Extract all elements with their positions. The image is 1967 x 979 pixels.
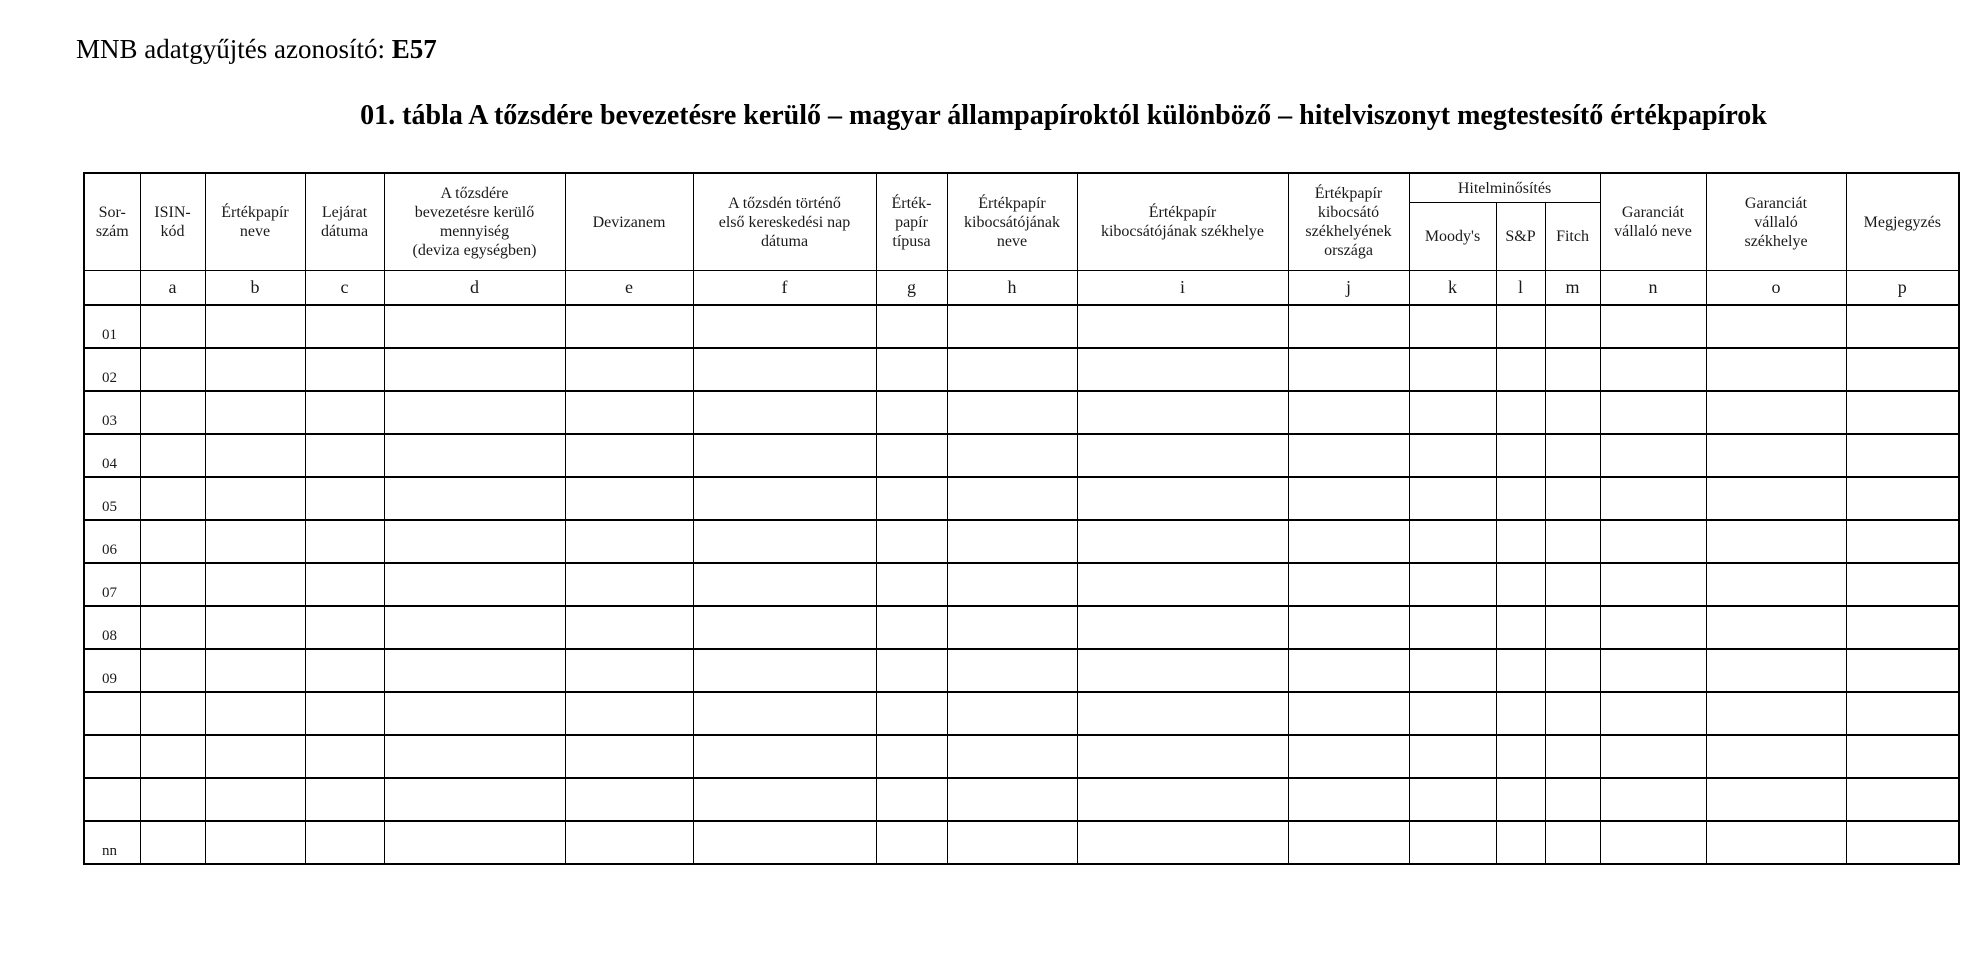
data-cell[interactable] (947, 692, 1077, 735)
data-cell[interactable] (1288, 391, 1409, 434)
data-cell[interactable] (384, 563, 565, 606)
data-cell[interactable] (1706, 391, 1846, 434)
data-cell[interactable] (1545, 649, 1600, 692)
data-cell[interactable] (565, 649, 693, 692)
data-cell[interactable] (384, 477, 565, 520)
data-cell[interactable] (876, 606, 947, 649)
table-row (84, 778, 1959, 821)
data-cell[interactable] (1496, 520, 1545, 563)
column-letter: k (1409, 271, 1496, 306)
table-title: 01. tábla A tőzsdére bevezetésre kerülő – magyar állampapíroktól különböző – hitelviszonyt megtestesítő értékpapírok (360, 100, 1767, 131)
data-cell[interactable] (1600, 563, 1706, 606)
data-cell[interactable] (1600, 434, 1706, 477)
data-cell[interactable] (947, 606, 1077, 649)
data-cell[interactable] (1846, 391, 1959, 434)
data-cell[interactable] (1288, 821, 1409, 864)
data-cell[interactable] (1077, 305, 1288, 348)
col-header-isin: ISIN- kód (140, 173, 205, 271)
data-cell[interactable] (1545, 520, 1600, 563)
column-letter: j (1288, 271, 1409, 306)
table-row (84, 692, 1959, 735)
data-cell[interactable] (1545, 778, 1600, 821)
data-cell[interactable] (1706, 477, 1846, 520)
data-cell[interactable] (1077, 477, 1288, 520)
data-cell[interactable] (1288, 649, 1409, 692)
data-cell[interactable] (384, 348, 565, 391)
data-cell[interactable] (1706, 563, 1846, 606)
table-row (84, 649, 1959, 692)
data-cell[interactable] (1706, 434, 1846, 477)
row-number: 01 (84, 305, 140, 348)
data-cell[interactable] (305, 520, 384, 563)
data-cell[interactable] (1600, 391, 1706, 434)
data-cell[interactable] (947, 821, 1077, 864)
data-cell[interactable] (140, 348, 205, 391)
data-cell[interactable] (1545, 477, 1600, 520)
column-letter: e (565, 271, 693, 306)
row-number: 07 (84, 563, 140, 606)
data-cell[interactable] (1600, 520, 1706, 563)
data-cell[interactable] (205, 735, 305, 778)
data-cell[interactable] (565, 563, 693, 606)
data-cell[interactable] (1409, 563, 1496, 606)
data-cell[interactable] (565, 520, 693, 563)
row-number: 06 (84, 520, 140, 563)
data-cell[interactable] (1846, 606, 1959, 649)
data-cell[interactable] (384, 520, 565, 563)
data-cell[interactable] (305, 692, 384, 735)
data-cell[interactable] (947, 778, 1077, 821)
column-letter: i (1077, 271, 1288, 306)
table-row (84, 606, 1959, 649)
data-cell[interactable] (205, 692, 305, 735)
data-cell[interactable] (1409, 305, 1496, 348)
data-cell[interactable] (876, 692, 947, 735)
data-cell[interactable] (1496, 391, 1545, 434)
data-cell[interactable] (384, 778, 565, 821)
data-cell[interactable] (1846, 434, 1959, 477)
data-cell[interactable] (1077, 434, 1288, 477)
col-header-hitelminosites: Hitelminősítés (1409, 173, 1600, 203)
data-cell[interactable] (1846, 563, 1959, 606)
column-letter: h (947, 271, 1077, 306)
data-cell[interactable] (1706, 348, 1846, 391)
data-cell[interactable] (1846, 649, 1959, 692)
data-cell[interactable] (1496, 434, 1545, 477)
data-cell[interactable] (947, 649, 1077, 692)
data-cell[interactable] (1409, 735, 1496, 778)
data-cell[interactable] (947, 477, 1077, 520)
data-cell[interactable] (205, 563, 305, 606)
data-cell[interactable] (140, 563, 205, 606)
data-cell[interactable] (305, 778, 384, 821)
data-cell[interactable] (693, 391, 876, 434)
data-cell[interactable] (565, 821, 693, 864)
data-cell[interactable] (1545, 735, 1600, 778)
data-cell[interactable] (876, 563, 947, 606)
data-cell[interactable] (205, 434, 305, 477)
table-row (84, 391, 1959, 434)
data-cell[interactable] (1409, 520, 1496, 563)
data-cell[interactable] (1846, 821, 1959, 864)
row-number: nn (84, 821, 140, 864)
col-header-moodys: Moody's (1409, 203, 1496, 271)
data-cell[interactable] (1706, 692, 1846, 735)
data-cell[interactable] (1600, 821, 1706, 864)
data-cell[interactable] (384, 692, 565, 735)
data-cell[interactable] (140, 305, 205, 348)
data-cell[interactable] (1496, 305, 1545, 348)
data-cell[interactable] (1409, 434, 1496, 477)
data-cell[interactable] (1077, 520, 1288, 563)
data-cell[interactable] (876, 434, 947, 477)
table-body (84, 305, 1959, 864)
data-cell[interactable] (1545, 391, 1600, 434)
data-cell[interactable] (1600, 606, 1706, 649)
data-cell[interactable] (1288, 348, 1409, 391)
data-cell[interactable] (1077, 606, 1288, 649)
data-cell[interactable] (205, 778, 305, 821)
col-header-kibocsato-neve: Értékpapír kibocsátójának neve (947, 173, 1077, 271)
col-header-fitch: Fitch (1545, 203, 1600, 271)
data-cell[interactable] (1600, 477, 1706, 520)
col-header-sp: S&P (1496, 203, 1545, 271)
data-cell[interactable] (305, 391, 384, 434)
data-cell[interactable] (205, 649, 305, 692)
data-cell[interactable] (947, 391, 1077, 434)
column-letter: l (1496, 271, 1545, 306)
data-cell[interactable] (205, 391, 305, 434)
data-cell[interactable] (876, 649, 947, 692)
table-row (84, 735, 1959, 778)
data-cell[interactable] (1706, 649, 1846, 692)
data-cell[interactable] (1077, 821, 1288, 864)
data-cell[interactable] (205, 477, 305, 520)
data-cell[interactable] (140, 391, 205, 434)
column-letter-blank (84, 271, 140, 306)
table-row (84, 348, 1959, 391)
column-letter-row (84, 271, 1959, 306)
data-cell[interactable] (1288, 563, 1409, 606)
data-cell[interactable] (1409, 348, 1496, 391)
data-cell[interactable] (693, 778, 876, 821)
data-cell[interactable] (1077, 649, 1288, 692)
data-cell[interactable] (1600, 778, 1706, 821)
data-cell[interactable] (140, 606, 205, 649)
data-cell[interactable] (305, 563, 384, 606)
data-cell[interactable] (1409, 821, 1496, 864)
data-cell[interactable] (1545, 348, 1600, 391)
col-header-devizanem: Devizanem (565, 173, 693, 271)
table-row (84, 434, 1959, 477)
col-header-kibocsato-szekhely: Értékpapír kibocsátójának székhelye (1077, 173, 1288, 271)
securities-form-table (83, 172, 1960, 865)
data-cell[interactable] (205, 348, 305, 391)
data-cell[interactable] (140, 735, 205, 778)
data-cell[interactable] (1846, 305, 1959, 348)
data-cell[interactable] (305, 735, 384, 778)
data-cell[interactable] (1706, 305, 1846, 348)
data-cell[interactable] (565, 477, 693, 520)
data-cell[interactable] (384, 391, 565, 434)
col-header-lejarat: Lejárat dátuma (305, 173, 384, 271)
data-cell[interactable] (305, 649, 384, 692)
col-header-kibocsato-orszag: Értékpapír kibocsátó székhelyének országa (1288, 173, 1409, 271)
column-letter: a (140, 271, 205, 306)
data-cell[interactable] (1288, 434, 1409, 477)
table-row (84, 305, 1959, 348)
data-cell[interactable] (1077, 348, 1288, 391)
data-cell[interactable] (384, 649, 565, 692)
data-cell[interactable] (1496, 563, 1545, 606)
data-cell[interactable] (1077, 563, 1288, 606)
data-cell[interactable] (693, 434, 876, 477)
data-cell[interactable] (140, 434, 205, 477)
data-cell[interactable] (305, 477, 384, 520)
data-cell[interactable] (565, 735, 693, 778)
data-cell[interactable] (1288, 520, 1409, 563)
column-letter: c (305, 271, 384, 306)
column-letter: f (693, 271, 876, 306)
data-cell[interactable] (1496, 606, 1545, 649)
data-cell[interactable] (1846, 348, 1959, 391)
col-header-mennyiseg: A tőzsdére bevezetésre kerülő mennyiség (deviza egységben) (384, 173, 565, 271)
table-row (84, 520, 1959, 563)
data-cell[interactable] (140, 520, 205, 563)
data-cell[interactable] (1496, 649, 1545, 692)
data-cell[interactable] (1706, 735, 1846, 778)
data-cell[interactable] (1545, 606, 1600, 649)
data-cell[interactable] (565, 778, 693, 821)
data-cell[interactable] (947, 434, 1077, 477)
data-cell[interactable] (140, 477, 205, 520)
data-cell[interactable] (1706, 520, 1846, 563)
data-cell[interactable] (305, 606, 384, 649)
column-letter: b (205, 271, 305, 306)
row-number: 05 (84, 477, 140, 520)
data-cell[interactable] (876, 391, 947, 434)
data-cell[interactable] (1706, 778, 1846, 821)
row-number: 04 (84, 434, 140, 477)
data-cell[interactable] (876, 477, 947, 520)
data-cell[interactable] (947, 735, 1077, 778)
data-cell[interactable] (565, 391, 693, 434)
data-cell[interactable] (1288, 477, 1409, 520)
column-letter: p (1846, 271, 1959, 306)
data-cell[interactable] (1545, 305, 1600, 348)
col-header-garancia-neve: Garanciát vállaló neve (1600, 173, 1706, 271)
data-cell[interactable] (1600, 735, 1706, 778)
data-cell[interactable] (1288, 305, 1409, 348)
data-cell[interactable] (1600, 649, 1706, 692)
data-cell[interactable] (384, 606, 565, 649)
data-cell[interactable] (1077, 735, 1288, 778)
data-cell[interactable] (565, 305, 693, 348)
data-cell[interactable] (565, 434, 693, 477)
column-letter: o (1706, 271, 1846, 306)
data-cell[interactable] (1846, 778, 1959, 821)
col-header-garancia-szekhely: Garanciát vállaló székhelye (1706, 173, 1846, 271)
data-cell[interactable] (693, 821, 876, 864)
data-cell[interactable] (205, 520, 305, 563)
data-cell[interactable] (384, 821, 565, 864)
data-cell[interactable] (1288, 735, 1409, 778)
data-cell[interactable] (693, 348, 876, 391)
data-cell[interactable] (1496, 692, 1545, 735)
column-letter: d (384, 271, 565, 306)
col-header-sorszam: Sor- szám (84, 173, 140, 271)
data-cell[interactable] (876, 735, 947, 778)
data-cell[interactable] (1496, 477, 1545, 520)
data-cell[interactable] (565, 692, 693, 735)
data-cell[interactable] (1706, 606, 1846, 649)
data-cell[interactable] (565, 348, 693, 391)
data-cell[interactable] (565, 606, 693, 649)
data-collection-id (76, 34, 437, 65)
data-cell[interactable] (140, 649, 205, 692)
row-number (84, 778, 140, 821)
data-cell[interactable] (1409, 692, 1496, 735)
data-cell[interactable] (693, 735, 876, 778)
data-cell[interactable] (1496, 348, 1545, 391)
data-cell[interactable] (1496, 735, 1545, 778)
data-cell[interactable] (305, 434, 384, 477)
data-cell[interactable] (1846, 692, 1959, 735)
data-cell[interactable] (1600, 692, 1706, 735)
data-cell[interactable] (1077, 391, 1288, 434)
data-cell[interactable] (1409, 649, 1496, 692)
table-row (84, 477, 1959, 520)
data-cell[interactable] (1409, 606, 1496, 649)
col-header-kereskedes: A tőzsdén történő első kereskedési nap dátuma (693, 173, 876, 271)
data-cell[interactable] (693, 305, 876, 348)
data-collection-code: E57 (391, 34, 437, 64)
data-cell[interactable] (140, 821, 205, 864)
data-cell[interactable] (693, 563, 876, 606)
col-header-neve: Értékpapír neve (205, 173, 305, 271)
data-cell[interactable] (693, 649, 876, 692)
data-cell[interactable] (1288, 778, 1409, 821)
data-cell[interactable] (1545, 692, 1600, 735)
column-letter: m (1545, 271, 1600, 306)
row-number (84, 735, 140, 778)
row-number: 03 (84, 391, 140, 434)
data-cell[interactable] (876, 520, 947, 563)
data-cell[interactable] (1409, 477, 1496, 520)
col-header-tipus: Érték- papír típusa (876, 173, 947, 271)
data-cell[interactable] (1409, 391, 1496, 434)
data-collection-id-label: MNB adatgyűjtés azonosító: (76, 34, 385, 64)
table-row (84, 821, 1959, 864)
data-cell[interactable] (1846, 477, 1959, 520)
data-cell[interactable] (1496, 778, 1545, 821)
row-number (84, 692, 140, 735)
table-row (84, 563, 1959, 606)
data-cell[interactable] (305, 305, 384, 348)
column-letter: g (876, 271, 947, 306)
data-cell[interactable] (947, 305, 1077, 348)
data-cell[interactable] (1409, 778, 1496, 821)
data-cell[interactable] (305, 821, 384, 864)
data-cell[interactable] (384, 434, 565, 477)
data-cell[interactable] (947, 563, 1077, 606)
data-cell[interactable] (947, 520, 1077, 563)
data-cell[interactable] (384, 305, 565, 348)
data-cell[interactable] (693, 692, 876, 735)
data-cell[interactable] (876, 821, 947, 864)
header-row-top (84, 173, 1959, 203)
data-cell[interactable] (384, 735, 565, 778)
data-cell[interactable] (140, 692, 205, 735)
data-cell[interactable] (876, 348, 947, 391)
data-cell[interactable] (1846, 520, 1959, 563)
data-cell[interactable] (1706, 821, 1846, 864)
data-cell[interactable] (1846, 735, 1959, 778)
data-cell[interactable] (876, 778, 947, 821)
data-cell[interactable] (1077, 692, 1288, 735)
data-cell[interactable] (1600, 305, 1706, 348)
data-cell[interactable] (205, 305, 305, 348)
data-cell[interactable] (305, 348, 384, 391)
data-cell[interactable] (1077, 778, 1288, 821)
data-cell[interactable] (947, 348, 1077, 391)
data-cell[interactable] (1545, 563, 1600, 606)
data-cell[interactable] (693, 477, 876, 520)
data-cell[interactable] (876, 305, 947, 348)
data-cell[interactable] (693, 606, 876, 649)
data-cell[interactable] (1600, 348, 1706, 391)
row-number: 02 (84, 348, 140, 391)
data-cell[interactable] (1288, 606, 1409, 649)
data-cell[interactable] (693, 520, 876, 563)
data-cell[interactable] (1545, 821, 1600, 864)
row-number: 08 (84, 606, 140, 649)
data-cell[interactable] (1288, 692, 1409, 735)
data-cell[interactable] (140, 778, 205, 821)
data-cell[interactable] (205, 821, 305, 864)
data-cell[interactable] (205, 606, 305, 649)
col-header-megjegyzes: Megjegyzés (1846, 173, 1959, 271)
data-cell[interactable] (1545, 434, 1600, 477)
row-number: 09 (84, 649, 140, 692)
data-cell[interactable] (1496, 821, 1545, 864)
column-letter: n (1600, 271, 1706, 306)
